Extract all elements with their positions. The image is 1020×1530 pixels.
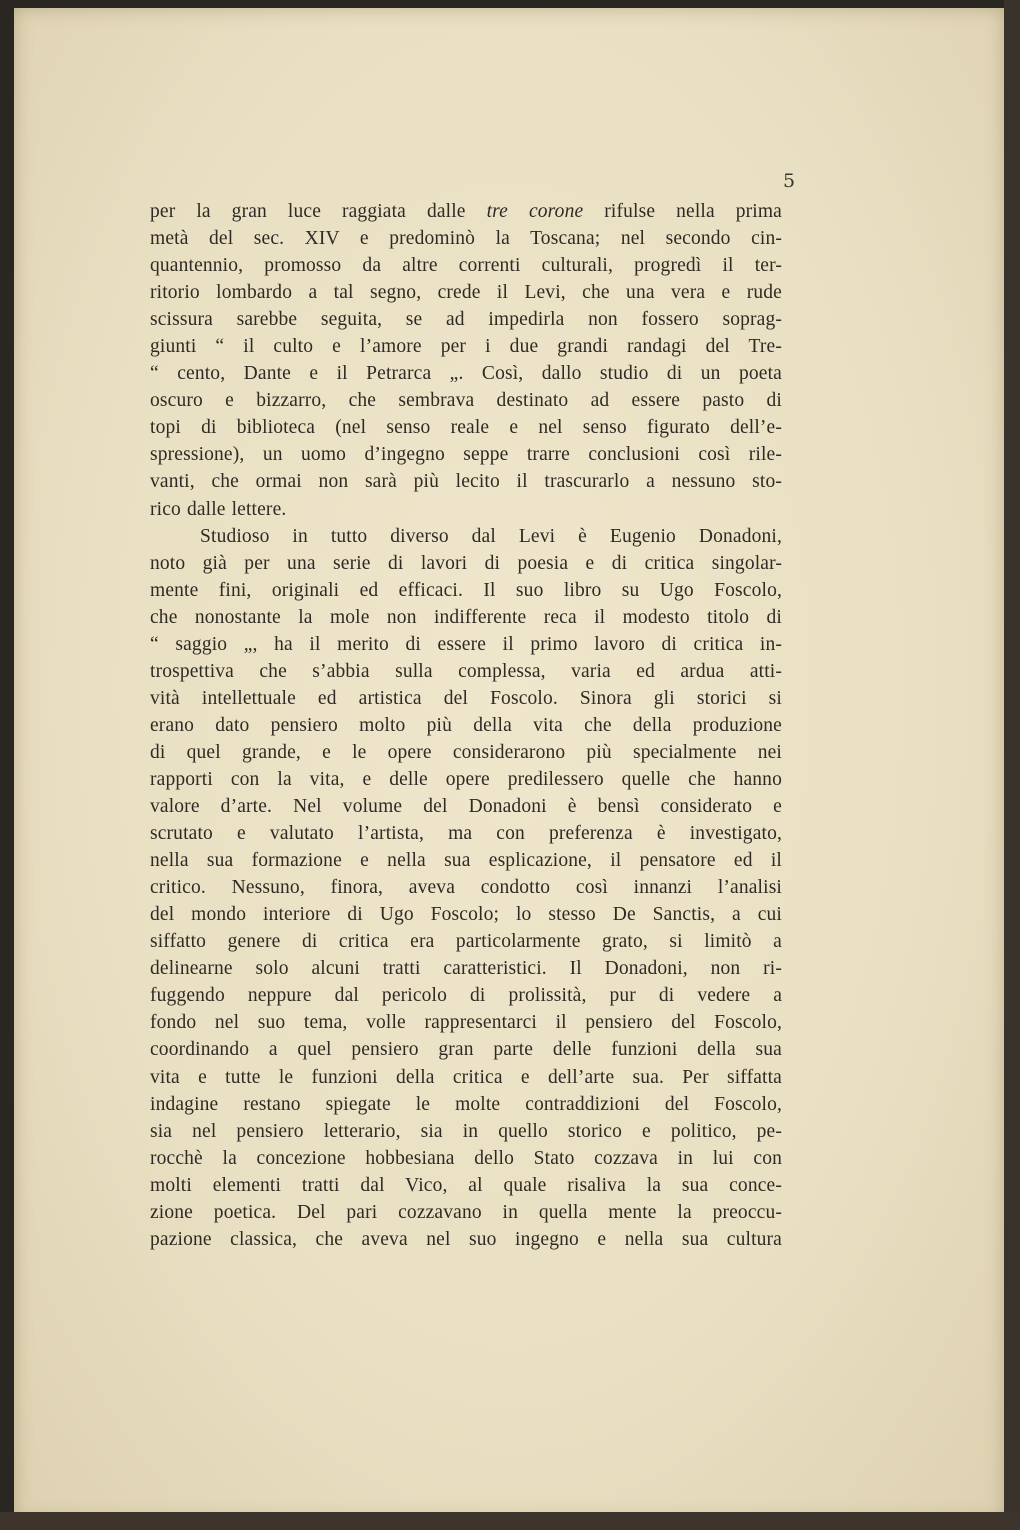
text-line: fondo nel suo tema, volle rappresentarci il pensiero del Foscolo,	[150, 1012, 782, 1034]
body-text	[150, 198, 782, 1253]
text-line: topi di biblioteca (nel senso reale e nel senso figurato dell’e-	[150, 417, 782, 439]
text-line: valore d’arte. Nel volume del Donadoni è bensì considerato e	[150, 796, 782, 818]
text-line: “ cento, Dante e il Petrarca „. Così, dallo studio di un poeta	[150, 363, 782, 385]
text-line: trospettiva che s’abbia sulla complessa, varia ed ardua atti-	[150, 660, 782, 682]
page-number: 5	[783, 170, 796, 192]
text-line: sia nel pensiero letterario, sia in quello storico e politico, pe-	[150, 1120, 782, 1142]
text-line: giunti “ il culto e l’amore per i due grandi randagi del Tre-	[150, 336, 782, 358]
text-line: rocchè la concezione hobbesiana dello Stato cozzava in lui con	[150, 1147, 782, 1169]
text-line: metà del sec. XIV e predominò la Toscana; nel secondo cin-	[150, 228, 782, 250]
text-line: coordinando a quel pensiero gran parte delle funzioni della sua	[150, 1039, 782, 1061]
text-line: pazione classica, che aveva nel suo ingegno e nella sua cultura	[150, 1228, 782, 1250]
text-line: “ saggio „, ha il merito di essere il primo lavoro di critica in-	[150, 633, 782, 655]
text-line: erano dato pensiero molto più della vita che della produzione	[150, 714, 782, 736]
italic-phrase: tre corone	[486, 201, 584, 222]
scan-edge-bottom	[0, 1512, 1020, 1530]
text-line: scissura sarebbe seguita, se ad impedirla non fossero soprag-	[150, 309, 782, 331]
text-line	[150, 198, 782, 225]
text-line: indagine restano spiegate le molte contraddizioni del Foscolo,	[150, 1093, 782, 1115]
text-line: noto già per una serie di lavori di poesia e di critica singolar-	[150, 552, 782, 574]
scan-edge-right	[1004, 0, 1020, 1530]
text-line: del mondo interiore di Ugo Foscolo; lo stesso De Sanctis, a cui	[150, 904, 782, 926]
text-line: quantennio, promosso da altre correnti culturali, progredì il ter-	[150, 255, 782, 277]
text-fragment: per la gran luce raggiata dalle	[150, 201, 487, 222]
text-line: siffatto genere di critica era particolarmente grato, si limitò a	[150, 931, 782, 953]
text-line: vita e tutte le funzioni della critica e dell’arte sua. Per siffatta	[150, 1066, 782, 1088]
text-line: mente fini, originali ed efficaci. Il suo libro su Ugo Foscolo,	[150, 579, 782, 601]
text-line: che nonostante la mole non indifferente reca il modesto titolo di	[150, 606, 782, 628]
text-line: rapporti con la vita, e delle opere predilessero quelle che hanno	[150, 768, 782, 790]
text-line: rico dalle lettere.	[150, 498, 287, 520]
text-line: critico. Nessuno, finora, aveva condotto così innanzi l’analisi	[150, 877, 782, 899]
text-line: nella sua formazione e nella sua esplicazione, il pensatore ed il	[150, 850, 782, 872]
text-line: spressione), un uomo d’ingegno seppe trarre conclusioni così rile-	[150, 444, 782, 466]
text-line: oscuro e bizzarro, che sembrava destinato ad essere pasto di	[150, 390, 782, 412]
text-line: molti elementi tratti dal Vico, al quale risaliva la sua conce-	[150, 1174, 782, 1196]
text-line: Studioso in tutto diverso dal Levi è Eugenio Donadoni,	[200, 525, 782, 547]
text-line: fuggendo neppure dal pericolo di prolissità, pur di vedere a	[150, 985, 782, 1007]
text-line: di quel grande, e le opere considerarono più specialmente nei	[150, 741, 782, 763]
text-line: ritorio lombardo a tal segno, crede il Levi, che una vera e rude	[150, 282, 782, 304]
text-line: vità intellettuale ed artistica del Foscolo. Sinora gli storici si	[150, 687, 782, 709]
text-line: zione poetica. Del pari cozzavano in quella mente la preoccu-	[150, 1201, 782, 1223]
text-fragment: rifulse nella prima	[583, 201, 782, 222]
text-line: delinearne solo alcuni tratti caratteristici. Il Donadoni, non ri-	[150, 958, 782, 980]
text-line: scrutato e valutato l’artista, ma con preferenza è investigato,	[150, 823, 782, 845]
text-line: vanti, che ormai non sarà più lecito il trascurarlo a nessuno sto-	[150, 471, 782, 493]
